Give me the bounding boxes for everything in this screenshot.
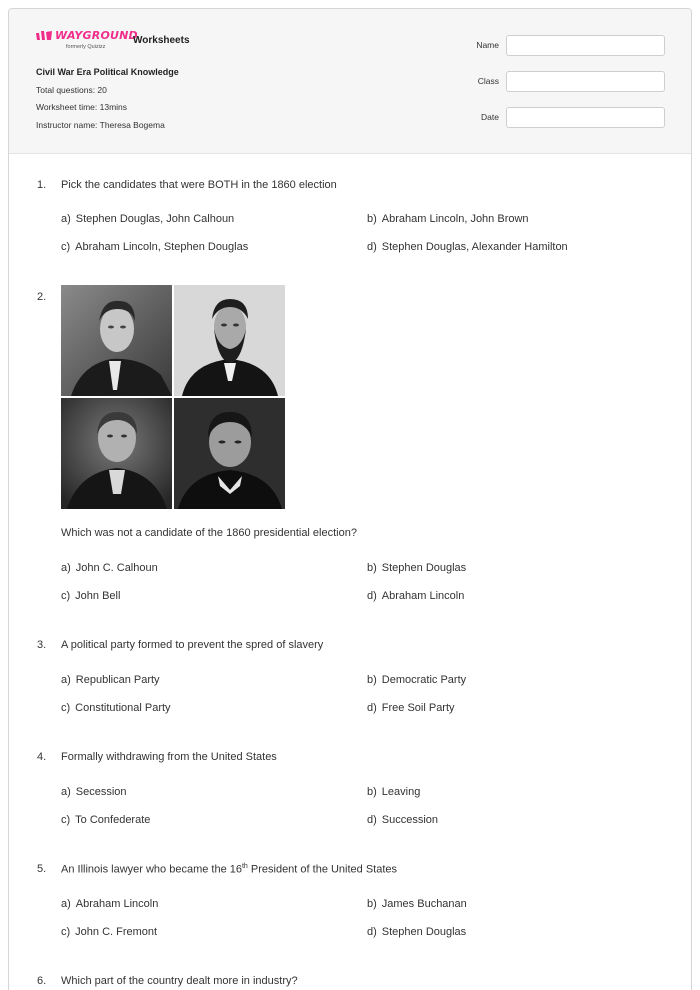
answer-option: d) Stephen Douglas bbox=[367, 926, 467, 938]
answer-option: a) Stephen Douglas, John Calhoun bbox=[61, 213, 235, 225]
class-label: Class bbox=[477, 76, 499, 86]
answer-option: c) John C. Fremont bbox=[61, 926, 158, 938]
portrait-image bbox=[61, 285, 172, 396]
answer-option: d) Free Soil Party bbox=[367, 702, 455, 714]
question-number: 3. bbox=[37, 639, 47, 651]
answer-option: b) James Buchanan bbox=[367, 898, 467, 910]
answer-option: a) Republican Party bbox=[61, 674, 160, 686]
portrait-image bbox=[174, 285, 285, 396]
logo-text: WAYGROUND bbox=[55, 29, 138, 42]
question-number: 4. bbox=[37, 751, 47, 763]
portrait-grid-image bbox=[61, 285, 285, 509]
question-text: Pick the candidates that were BOTH in the 1860 election bbox=[61, 179, 337, 191]
answer-option: c) Constitutional Party bbox=[61, 702, 171, 714]
question-text: A political party formed to prevent the spred of slavery bbox=[61, 639, 324, 651]
answer-option: a) Secession bbox=[61, 786, 127, 798]
worksheet-title: Civil War Era Political Knowledge bbox=[36, 67, 179, 77]
name-field[interactable] bbox=[506, 35, 665, 56]
answer-option: c) To Confederate bbox=[61, 814, 151, 826]
answer-option: d) Succession bbox=[367, 814, 439, 826]
answer-option: d) Abraham Lincoln bbox=[367, 590, 465, 602]
question-number: 2. bbox=[37, 291, 47, 303]
worksheet-time: Worksheet time: 13mins bbox=[36, 102, 128, 112]
answer-option: c) John Bell bbox=[61, 590, 121, 602]
answer-option: b) Stephen Douglas bbox=[367, 562, 467, 574]
class-field[interactable] bbox=[506, 71, 665, 92]
answer-option: b) Democratic Party bbox=[367, 674, 467, 686]
logo-subtext: formerly Quizizz bbox=[66, 44, 106, 50]
question-text: Formally withdrawing from the United States bbox=[61, 751, 277, 763]
question-number: 5. bbox=[37, 863, 47, 875]
answer-option: a) John C. Calhoun bbox=[61, 562, 158, 574]
answer-option: a) Abraham Lincoln bbox=[61, 898, 159, 910]
instructor-name: Instructor name: Theresa Bogema bbox=[36, 120, 165, 130]
date-field[interactable] bbox=[506, 107, 665, 128]
worksheet-header bbox=[9, 9, 691, 154]
total-questions: Total questions: 20 bbox=[36, 85, 107, 95]
answer-option: b) Abraham Lincoln, John Brown bbox=[367, 213, 529, 225]
date-label: Date bbox=[481, 112, 499, 122]
answer-option: c) Abraham Lincoln, Stephen Douglas bbox=[61, 241, 249, 253]
answer-option: d) Stephen Douglas, Alexander Hamilton bbox=[367, 241, 568, 253]
question-text: Which part of the country dealt more in industry? bbox=[61, 975, 298, 987]
question-text: Which was not a candidate of the 1860 presidential election? bbox=[61, 527, 357, 539]
question-number: 1. bbox=[37, 179, 47, 191]
portrait-image bbox=[61, 398, 172, 509]
question-text: An Illinois lawyer who became the 16th President of the United States bbox=[61, 863, 398, 876]
product-label: Worksheets bbox=[133, 35, 190, 46]
wayground-logo bbox=[36, 29, 138, 42]
name-label: Name bbox=[476, 40, 499, 50]
portrait-image bbox=[174, 398, 285, 509]
worksheet-page bbox=[8, 8, 692, 990]
answer-option: b) Leaving bbox=[367, 786, 421, 798]
logo-mark-icon bbox=[36, 31, 53, 40]
question-number: 6. bbox=[37, 975, 47, 987]
